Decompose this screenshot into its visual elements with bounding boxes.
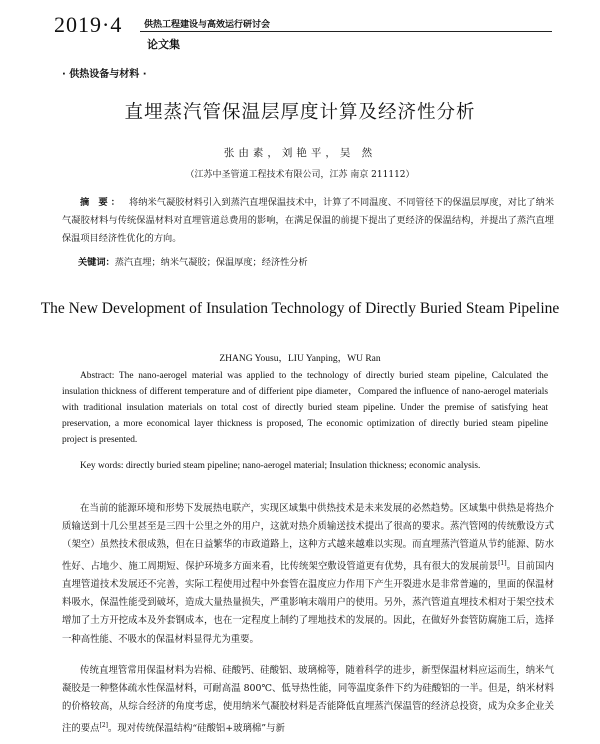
conference-name: 供热工程建设与高效运行研讨会 xyxy=(144,20,271,30)
citation-ref-2: [2] xyxy=(99,721,109,729)
body-paragraph-2 xyxy=(62,662,554,738)
abstract-en xyxy=(62,368,548,448)
abstract-cn xyxy=(62,194,554,248)
authors-en: ZHANG Yousu，LIU Yanping，WU Ran xyxy=(219,354,381,364)
body-p1-text-a: 在当前的能源环境和形势下发展热电联产，实现区域集中供热技术是未来发展的必然趋势。区域集中供热是将热介质输送到十几公里甚至是三四十公里之外的用户，这就对热介质输送技术提出了很高的要求。蒸汽管网的传统敷设方式（架空）虽然技术很成熟，但在日益繁华的市政道路上，这种方式越来越难以实现。而直埋蒸汽管道从节约能源、防水性好、占地少、施工周期短、保护环境多方面来看，比传统架空敷设管道更有优势，具有很大的发展前景 xyxy=(62,503,554,572)
paper-title-cn: 直埋蒸汽管保温层厚度计算及经济性分析 xyxy=(124,102,476,123)
keywords-cn xyxy=(78,254,308,268)
keywords-en-text: directly buried steam pipeline; nano-aerogel material; Insulation thickness; economic analysis. xyxy=(125,461,481,471)
paper-title-en: The New Development of Insulation Technology of Directly Buried Steam Pipeline xyxy=(40,300,560,317)
keywords-cn-text: 蒸汽直埋；纳米气凝胶；保温厚度；经济性分析 xyxy=(114,257,308,268)
body-p1-text-b: 。目前国内直埋管道技术发展还不完善，实际工程使用过程中外套管在温度应力作用下产生开裂进水是非常普遍的，里面的保温材料吸水，保温性能受到破坏，造成大量热量损失，严重影响末端用户的使用。另外，蒸汽管道直埋技术相对于架空技术增加了土方开挖成本及外套钢成本，也在一定程度上制约了埋地技术的发展的。因此，在做好外套管防腐施工后，选择一种高性能、不吸水的保温材料显得尤为重要。 xyxy=(62,560,554,645)
body-p2-text-a: 传统直埋管常用保温材料为岩棉、硅酸钙、硅酸铝、玻璃棉等，随着科学的进步，新型保温材料应运而生，纳米气凝胶是一种整体疏水性保温材料，可耐高温 800℃、低导热性能，同等温度条件下约为硅酸铝的一半。但是，纳米材料的价格较高，从综合经济的角度考虑，使用纳米气凝胶材料是否能降低直埋蒸汽保温管的经济总投资，成为众多企业关注的要点 xyxy=(62,665,554,734)
keywords-en-label: Key words: xyxy=(80,461,124,471)
keywords-en xyxy=(62,458,548,474)
section-tag: · 供热设备与材料 · xyxy=(62,69,147,80)
header-rule xyxy=(140,31,552,32)
body-p2-text-b: 。现对传统保温结构“硅酸铝+玻璃棉”与新 xyxy=(108,722,285,734)
collection-label: 论文集 xyxy=(147,38,180,51)
journal-year-issue: 2019·4 xyxy=(54,12,123,37)
keywords-cn-label: 关键词： xyxy=(78,257,115,268)
citation-ref-1: [1] xyxy=(498,559,507,567)
body-paragraph-1 xyxy=(62,500,554,649)
abstract-en-text: The nano-aerogel material was applied to the technology of directly buried steam pipeline, Calculated the insulation thickness of different temperature and of differient pipe diameter，Compared the influence of nano-aerogel materials with traditional insulation materials on total cost of directly buried steam pipeline. Under the premise of satisfying heat preservation, a more economical layer thickness is proposed, The economic optimization of directly buried steam pipeline project is presented. xyxy=(62,371,548,445)
abstract-en-label: Abstract: xyxy=(80,371,115,381)
authors-cn: 张由素，刘艳平，吴 然 xyxy=(223,147,377,159)
affiliation-cn: （江苏中圣管道工程技术有限公司，江苏 南京 211112） xyxy=(185,170,415,180)
abstract-cn-label: 摘 要： xyxy=(80,197,123,208)
abstract-cn-text: 将纳米气凝胶材料引入到蒸汽直埋保温技术中，计算了不同温度、不同管径下的保温层厚度，对比了纳米气凝胶材料与传统保温材料对直埋管道总费用的影响，在满足保温的前提下提出了更经济的保温结构，并提出了蒸汽直埋保温项目经济性优化的方向。 xyxy=(62,197,555,244)
